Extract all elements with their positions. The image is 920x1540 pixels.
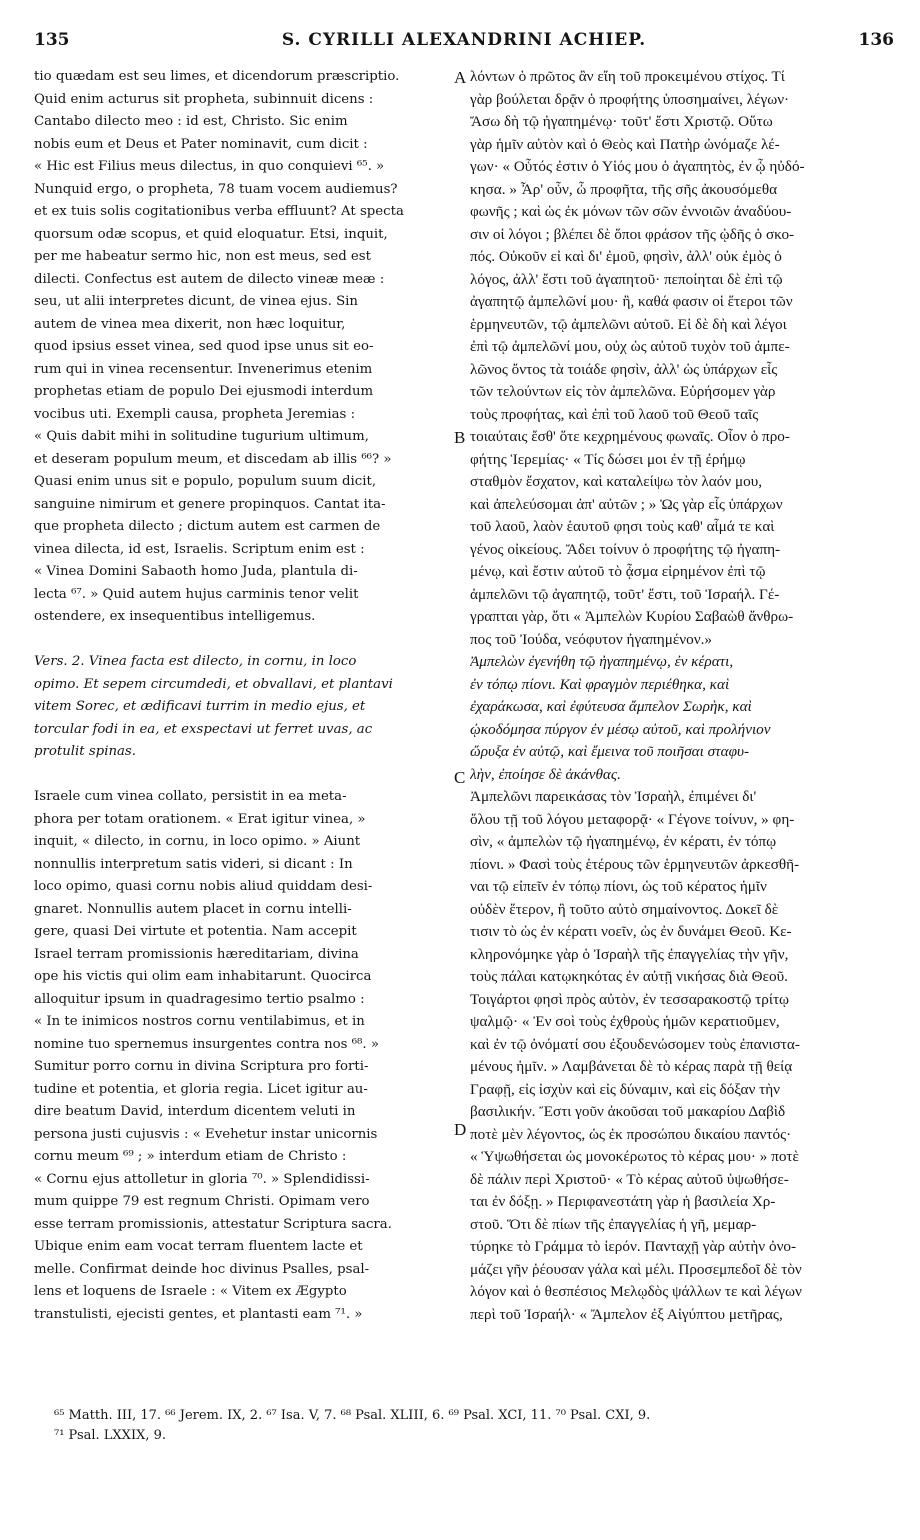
text-line: et ex tuis solis cogitationibus verba effluunt? At specta: [34, 204, 404, 219]
verse-line: vitem Sorec, et ædificavi turrim in medio ejus, et: [34, 699, 366, 714]
text-line: vocibus uti. Exempli causa, propheta Jeremias :: [34, 406, 356, 422]
footnotes: [54, 1406, 894, 1446]
text-line: πος τοῦ Ἰούδα, νεόφυτον ἠγαπημένον.»: [470, 630, 712, 648]
text-line: phora per totam orationem. « Erat igitur vinea, »: [34, 811, 366, 827]
text-line: quod ipsius esset vinea, sed quod ipse unus sit eo-: [34, 339, 374, 354]
text-line: Cantabo dilecto meo : id est, Christo. Sic enim: [34, 114, 348, 129]
page-number-left: 135: [34, 30, 70, 50]
text-line: mum quippe 79 est regnum Christi. Opimam vero: [34, 1194, 370, 1209]
greek-column: [470, 66, 894, 1326]
text-line: σιν οἱ λόγοι ; βλέπει δὲ ὅποι φράσον τῆς ᾠδῆς ὁ σκο-: [470, 225, 795, 243]
text-line: λόγος, ἀλλ' ἔστι τοῦ ἀγαπητοῦ· πεποίηται δὲ ἐπὶ τῷ: [470, 270, 783, 288]
text-line: lens et loquens de Israele : « Vitem ex Ægypto: [34, 1284, 347, 1299]
verse-line: opimo. Et sepem circumdedi, et obvallavi, et plantavi: [34, 676, 393, 692]
text-line: περὶ τοῦ Ἰσραήλ· « Ἄμπελον ἐξ Αἰγύπτου μετῆρας,: [470, 1305, 783, 1323]
text-line: ἀμπελῶνι τῷ ἀγαπητῷ, τοῦτ' ἔστι, τοῦ Ἰσραήλ. Γέ-: [470, 585, 780, 603]
text-line: esse terram promissionis, attestatur Scriptura sacra.: [34, 1216, 392, 1232]
text-line: Ἄσω δὴ τῷ ἠγαπημένῳ· τοῦτ' ἔστι Χριστῷ. Οὕτω: [470, 113, 773, 130]
text-line: Quasi enim unus sit e populo, populum suum dicit,: [34, 474, 377, 489]
text-line: Sumitur porro cornu in divina Scriptura pro forti-: [34, 1059, 369, 1074]
latin-column: [34, 66, 446, 1326]
text-line: melle. Confirmat deinde hoc divinus Psalles, psal-: [34, 1261, 370, 1277]
text-line: γὰρ βούλεται δρᾷν ὁ προφήτης ὑποσημαίνει, λέγων·: [470, 90, 790, 108]
footnote-line: ⁷¹ Psal. LXXIX, 9.: [54, 1428, 166, 1443]
text-line: « Hic est Filius meus dilectus, in quo conquievi ⁶⁵. »: [34, 159, 385, 174]
text-line: σὶν, « ἀμπελὼν τῷ ἠγαπημένῳ, ἐν κέρατι, ἐν τόπῳ: [470, 833, 777, 850]
text-line: « Quis dabit mihi in solitudine tugurium ultimum,: [34, 429, 369, 444]
verse-line: protulit spinas.: [34, 744, 136, 759]
text-line: τοιαύταις ἔσθ' ὅτε κεχρημένους φωναῖς. Οἷον ὁ προ-: [470, 428, 790, 445]
text-line: Israel terram promissionis hæreditariam, divina: [34, 946, 359, 962]
text-line: rum qui in vinea recensentur. Invenerimus etenim: [34, 361, 373, 377]
margin-marker-b: B: [454, 428, 466, 447]
verse-line: torcular fodi in ea, et exspectavi ut ferret uvas, ac: [34, 721, 373, 737]
text-line: τισιν τὸ ὡς ἐν κέρατι νοεῖν, ὡς ἐν δυνάμει Θεοῦ. Κε-: [470, 923, 792, 940]
text-line: ποτὲ μὲν λέγοντος, ὡς ἐκ προσώπου δικαίου παντός·: [470, 1125, 792, 1143]
text-line: Israele cum vinea collato, persistit in ea meta-: [34, 789, 347, 804]
text-line: cornu meum ⁶⁹ ; » interdum etiam de Christo :: [34, 1149, 347, 1164]
margin-marker-c: C: [454, 768, 466, 787]
verse-line: ἐν τόπῳ πίονι. Καὶ φραγμὸν περιέθηκα, καὶ: [470, 675, 730, 693]
text-line: ναι τῷ εἰπεῖν ἐν τόπῳ πίονι, ὡς τοῦ κέρατος ἡμῖν: [470, 878, 767, 895]
text-line: λῶνος ὄντος τὰ τοιάδε φησὶν, ἀλλ' ὡς ὑπάρχων εἷς: [470, 360, 778, 378]
text-line: ἑρμηνευτῶν, τῷ ἀμπελῶνι αὐτοῦ. Εἰ δὲ δὴ καὶ λέγοι: [470, 315, 787, 333]
text-line: tudine et potentia, et gloria regia. Licet igitur au-: [34, 1081, 368, 1097]
verse-line: λὴν, ἐποίησε δὲ ἀκάνθας.: [470, 765, 621, 783]
text-line: σταθμὸν ἔσχατον, καὶ καταλείψω τὸν λαόν μου,: [470, 473, 763, 490]
text-line: ται ἐν δόξῃ. » Περιφανεστάτη γὰρ ἡ βασιλεία Χρ-: [470, 1193, 776, 1210]
text-line: Nunquid ergo, o propheta, 78 tuam vocem audiemus?: [34, 181, 398, 197]
text-line: nonnullis interpretum satis videri, si dicant : In: [34, 856, 353, 872]
running-title: S. CYRILLI ALEXANDRINI ACHIEP.: [281, 30, 647, 50]
text-line: ἀγαπητῷ ἀμπελῶνί μου· ἢ, καθά φασιν οἱ ἕτεροι τῶν: [470, 293, 793, 310]
text-line: Τοιγάρτοι φησὶ πρὸς αὐτὸν, ἐν τεσσαρακοστῷ τρίτῳ: [470, 990, 790, 1008]
text-line: autem de vinea mea dixerit, non hæc loquitur,: [34, 316, 346, 332]
text-line: πίονι. » Φασὶ τοὺς ἑτέρους τῶν ἑρμηνευτῶν ἀρκεσθῆ-: [470, 855, 800, 873]
margin-marker-a: A: [454, 68, 467, 87]
text-line: γων· « Οὗτός ἐστιν ὁ Υἱός μου ὁ ἀγαπητὸς, ἐν ᾧ ηὐδό-: [470, 158, 805, 175]
text-line: quorsum odæ scopus, et quid eloquatur. Etsi, inquit,: [34, 226, 388, 242]
text-line: ostendere, ex insequentibus intelligemus.: [34, 609, 316, 624]
text-line: φωνῆς ; καὶ ὡς ἐκ μόνων τῶν σῶν ἐννοιῶν ἀναδύου-: [470, 203, 792, 220]
text-line: dilecti. Confectus est autem de dilecto vineæ meæ :: [34, 271, 385, 287]
text-line: γραπται γὰρ, ὅτι « Ἀμπελὼν Κυρίου Σαβαὼθ ἄνθρω-: [470, 608, 794, 625]
paragraph-gap: [34, 764, 446, 787]
text-line: τῶν τελούντων εἰς τὸν ἀμπελῶνα. Εὑρήσομεν γὰρ: [470, 383, 776, 400]
text-line: ἐπὶ τῷ ἀμπελῶνί μου, οὐχ ὡς αὐτοῦ τυχὸν τοῦ ἀμπε-: [470, 338, 790, 355]
text-line: λόντων ὁ πρῶτος ἂν εἴη τοῦ προκειμένου στίχος. Τί: [470, 68, 785, 85]
text-line: οὐδὲν ἕτερον, ἢ τοῦτο αὐτὸ σημαίνοντος. Δοκεῖ δὲ: [470, 900, 779, 918]
text-line: « Vinea Domini Sabaoth homo Juda, plantula di-: [34, 564, 358, 579]
text-line: ὅλου τῇ τοῦ λόγου μεταφορᾷ· « Γέγονε τοίνυν, » φη-: [470, 810, 795, 828]
text-line: gnaret. Nonnullis autem placet in cornu intelli-: [34, 901, 352, 917]
text-line: Ubique enim eam vocat terram fluentem lacte et: [34, 1239, 363, 1254]
text-line: prophetas etiam de populo Dei ejusmodi interdum: [34, 384, 374, 399]
text-line: et deseram populum meum, et discedam ab illis ⁶⁶? »: [34, 451, 392, 467]
text-line: κληρονόμηκε γὰρ ὁ Ἰσραὴλ τῆς ἐπαγγελίας τὴν γῆν,: [470, 945, 789, 963]
text-line: seu, ut alii interpretes dicunt, de vinea ejus. Sin: [34, 294, 358, 309]
page-header: [34, 30, 894, 58]
text-line: que propheta dilecto ; dictum autem est carmen de: [34, 519, 381, 534]
text-line: λόγον καὶ ὁ θεσπέσιος Μελῳδὸς ψάλλων τε καὶ λέγων: [470, 1283, 802, 1300]
text-line: nobis eum et Deus et Pater nominavit, cum dicit :: [34, 136, 368, 152]
text-line: sanguine nimirum et genere propinquos. Cantat ita-: [34, 496, 386, 512]
text-line: μάζει γῆν ῥέουσαν γάλα καὶ μέλι. Προσεμπεδοῖ δὲ τὸν: [470, 1260, 802, 1278]
text-line: persona justi cujusvis : « Evehetur instar unicornis: [34, 1126, 378, 1142]
text-line: Quid enim acturus sit propheta, subinnuit dicens :: [34, 91, 374, 107]
text-line: καὶ ἀπελεύσομαι ἀπ' αὐτῶν ; » Ὡς γὰρ εἷς ὑπάρχων: [470, 495, 783, 513]
text-line: φήτης Ἱερεμίας· « Τίς δώσει μοι ἐν τῇ ἐρήμῳ: [470, 450, 746, 468]
text-line: alloquitur ipsum in quadragesimo tertio psalmo :: [34, 991, 365, 1007]
text-line: τύρηκε τὸ Γράμμα τὸ ἱερόν. Πανταχῇ γὰρ αὐτὴν ὀνο-: [470, 1238, 797, 1255]
text-line: μένους ἡμῖν. » Λαμβάνεται δὲ τὸ κέρας παρὰ τῇ θείᾳ: [470, 1058, 793, 1075]
text-line: στοῦ. Ὅτι δὲ πίων τῆς ἐπαγγελίας ἡ γῆ, μεμαρ-: [470, 1215, 757, 1233]
text-line: « Cornu ejus attolletur in gloria ⁷⁰. » Splendidissi-: [34, 1171, 370, 1187]
text-line: tio quædam est seu limes, et dicendorum præscriptio.: [34, 69, 400, 84]
text-line: inquit, « dilecto, in cornu, in loco opimo. » Aiunt: [34, 834, 361, 849]
text-line: gere, quasi Dei virtute et potentia. Nam accepit: [34, 924, 357, 939]
text-line: τοῦ λαοῦ, λαὸν ἑαυτοῦ φησι τοὺς καθ' αἷμά τε καὶ: [470, 518, 775, 535]
verse-line: Ἀμπελὼν ἐγενήθη τῷ ἠγαπημένῳ, ἐν κέρατι,: [470, 653, 734, 670]
page-number-right: 136: [858, 30, 894, 50]
verse-line: ὤρυξα ἐν αὐτῷ, καὶ ἔμεινα τοῦ ποιῆσαι σταφυ-: [470, 743, 749, 760]
text-line: μένῳ, καὶ ἔστιν αὐτοῦ τὸ ᾆσμα εἰρημένον ἐπὶ τῷ: [470, 563, 766, 580]
text-line: δὲ πάλιν περὶ Χριστοῦ· « Τὸ κέρας αὐτοῦ ὑψωθήσε-: [470, 1170, 789, 1188]
text-line: βασιλικήν. Ἔστι γοῦν ἀκοῦσαι τοῦ μακαρίου Δαβὶδ: [470, 1103, 786, 1120]
text-line: γένος οἰκείους. Ἄδει τοίνυν ὁ προφήτης τῷ ἠγαπη-: [470, 540, 781, 558]
text-line: « Ὑψωθήσεται ὡς μονοκέρωτος τὸ κέρας μου· » ποτὲ: [470, 1148, 799, 1165]
text-line: ψαλμῷ· « Ἐν σοὶ τοὺς ἐχθροὺς ἡμῶν κερατιοῦμεν,: [470, 1013, 780, 1030]
verse-line: Vers. 2. Vinea facta est dilecto, in cornu, in loco: [34, 654, 357, 669]
text-line: τοὺς πάλαι κατῳκηκότας ἐν αὐτῇ νικήσας διὰ Θεοῦ.: [470, 968, 788, 985]
footnote-line: ⁶⁵ Matth. III, 17. ⁶⁶ Jerem. IX, 2. ⁶⁷ Isa. V, 7. ⁶⁸ Psal. XLIII, 6. ⁶⁹ Psal. XCI, 11. ⁷⁰ Psal. CXI, 9.: [54, 1408, 651, 1423]
text-line: τοὺς προφήτας, καὶ ἐπὶ τοῦ λαοῦ τοῦ Θεοῦ ταῖς: [470, 405, 759, 423]
text-line: Γραφῇ, εἰς ἰσχὺν καὶ εἰς δύναμιν, καὶ εἰς δόξαν τὴν: [470, 1080, 781, 1098]
text-line: γὰρ ἡμῖν αὐτὸν καὶ ὁ Θεὸς καὶ Πατὴρ ὠνόμαζε λέ-: [470, 135, 780, 153]
text-line: transtulisti, ejecisti gentes, et plantasti eam ⁷¹. »: [34, 1306, 363, 1322]
margin-marker-d: D: [454, 1120, 467, 1139]
text-line: lecta ⁶⁷. » Quid autem hujus carminis tenor velit: [34, 586, 359, 602]
text-line: dire beatum David, interdum dicentem veluti in: [34, 1104, 356, 1119]
verse-line: ᾠκοδόμησα πύργον ἐν μέσῳ αὐτοῦ, καὶ προλήνιον: [470, 720, 771, 738]
text-line: « In te inimicos nostros cornu ventilabimus, et in: [34, 1014, 365, 1029]
text-line: nomine tuo spernemus insurgentes contra nos ⁶⁸. »: [34, 1036, 379, 1052]
text-line: κησα. » Ἆρ' οὖν, ὦ προφῆτα, τῆς σῆς ἀκουσόμεθα: [470, 180, 778, 198]
text-line: ope his victis qui olim eam inhabitarunt. Quocirca: [34, 969, 372, 984]
text-line: Ἀμπελῶνι παρεικάσας τὸν Ἰσραὴλ, ἐπιμένει δι': [470, 788, 757, 805]
verse-line: ἐχαράκωσα, καὶ ἐφύτευσα ἄμπελον Σωρὴκ, καὶ: [470, 698, 752, 715]
text-line: loco opimo, quasi cornu nobis aliud quiddam desi-: [34, 879, 373, 894]
paragraph-gap: [34, 629, 446, 652]
text-line: καὶ ἐν τῷ ὀνόματί σου ἐξουδενώσομεν τοὺς ἐπανιστα-: [470, 1035, 800, 1053]
text-line: πός. Οὐκοῦν εἰ καὶ δι' ἐμοῦ, φησὶν, ἀλλ' οὐκ ἐμὸς ὁ: [470, 248, 782, 265]
text-line: vinea dilecta, id est, Israelis. Scriptum enim est :: [34, 541, 365, 557]
text-line: per me habeatur sermo hic, non est meus, sed est: [34, 249, 371, 264]
